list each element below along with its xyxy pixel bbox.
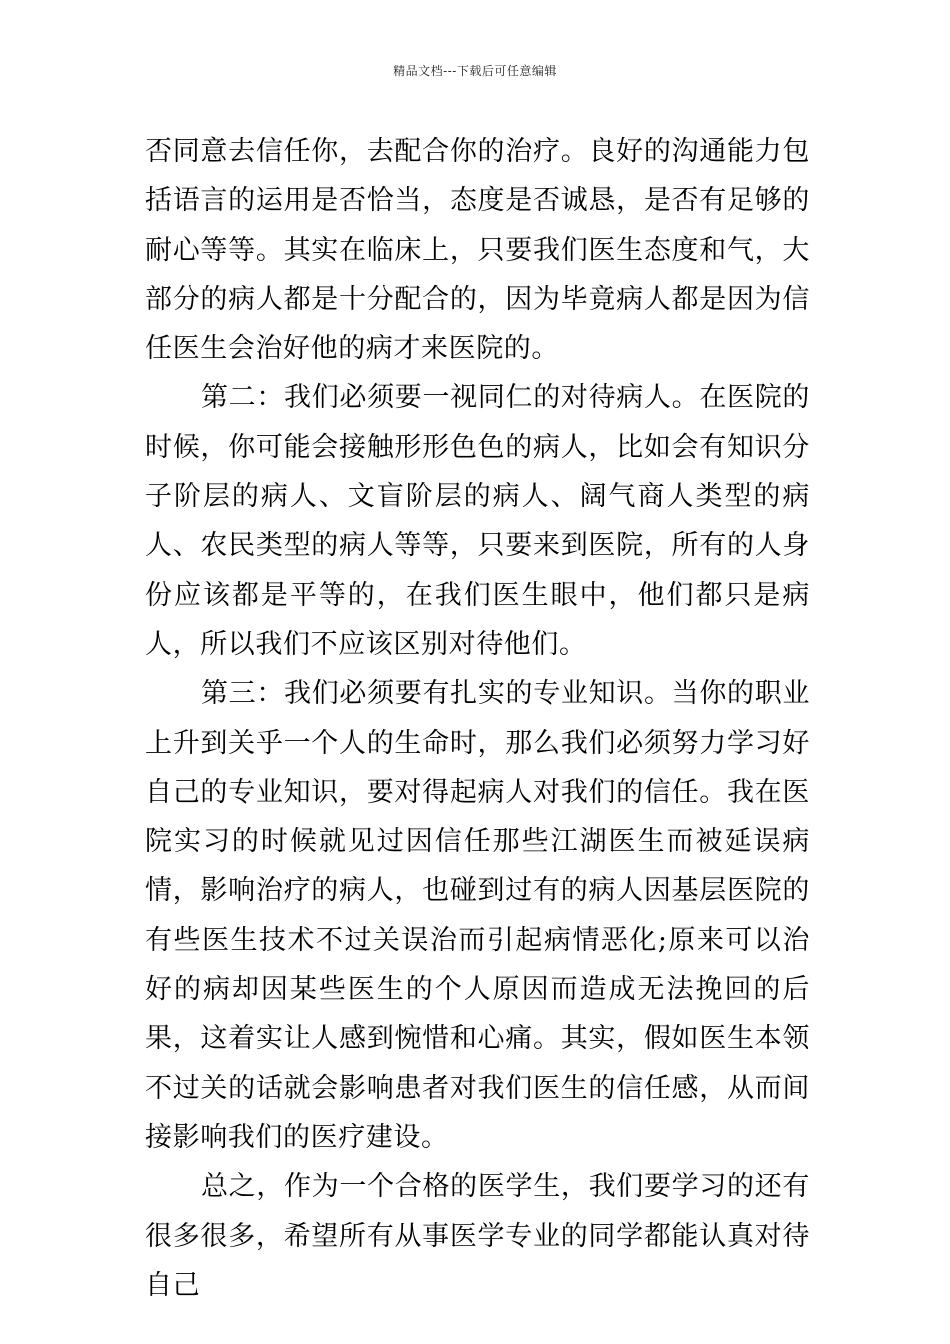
paragraph-continuation: 否同意去信任你，去配合你的治疗。良好的沟通能力包括语言的运用是否恰当，态度是否诚恳，是否有足够的耐心等等。其实在临床上，只要我们医生态度和气，大部分的病人都是十分配合的，因为毕竟病人都是因为信任医生会治好他的病才来医院的。 [145,136,810,365]
page-header: 精品文档---下载后可任意编辑 [393,64,557,78]
paragraph-third-point: 第三：我们必须要有扎实的专业知识。当你的职业上升到关乎一个人的生命时，那么我们必须努力学习好自己的专业知识，要对得起病人对我们的信任。我在医院实习的时候就见过因信任那些江湖医生而被延误病情，影响治疗的病人，也碰到过有的病人因基层医院的有些医生技术不过关误治而引起病情恶化;原来可以治好的病却因某些医生的个人原因而造成无法挽回的后果，这着实让人感到惋惜和心痛。其实，假如医生本领不过关的话就会影响患者对我们医生的信任感，从而间接影响我们的医疗建设。 [145,678,810,1153]
paragraph-second-point: 第二：我们必须要一视同仁的对待病人。在医院的时候，你可能会接触形形色色的病人，比如会有知识分子阶层的病人、文盲阶层的病人、阔气商人类型的病人、农民类型的病人等等，只要来到医院，所有的人身份应该都是平等的，在我们医生眼中，他们都只是病人，所以我们不应该区别对待他们。 [145,382,810,660]
document-body [145,127,810,1310]
paragraph-conclusion: 总之，作为一个合格的医学生，我们要学习的还有很多很多，希望所有从事医学专业的同学都能认真对待自己 [145,1171,810,1301]
